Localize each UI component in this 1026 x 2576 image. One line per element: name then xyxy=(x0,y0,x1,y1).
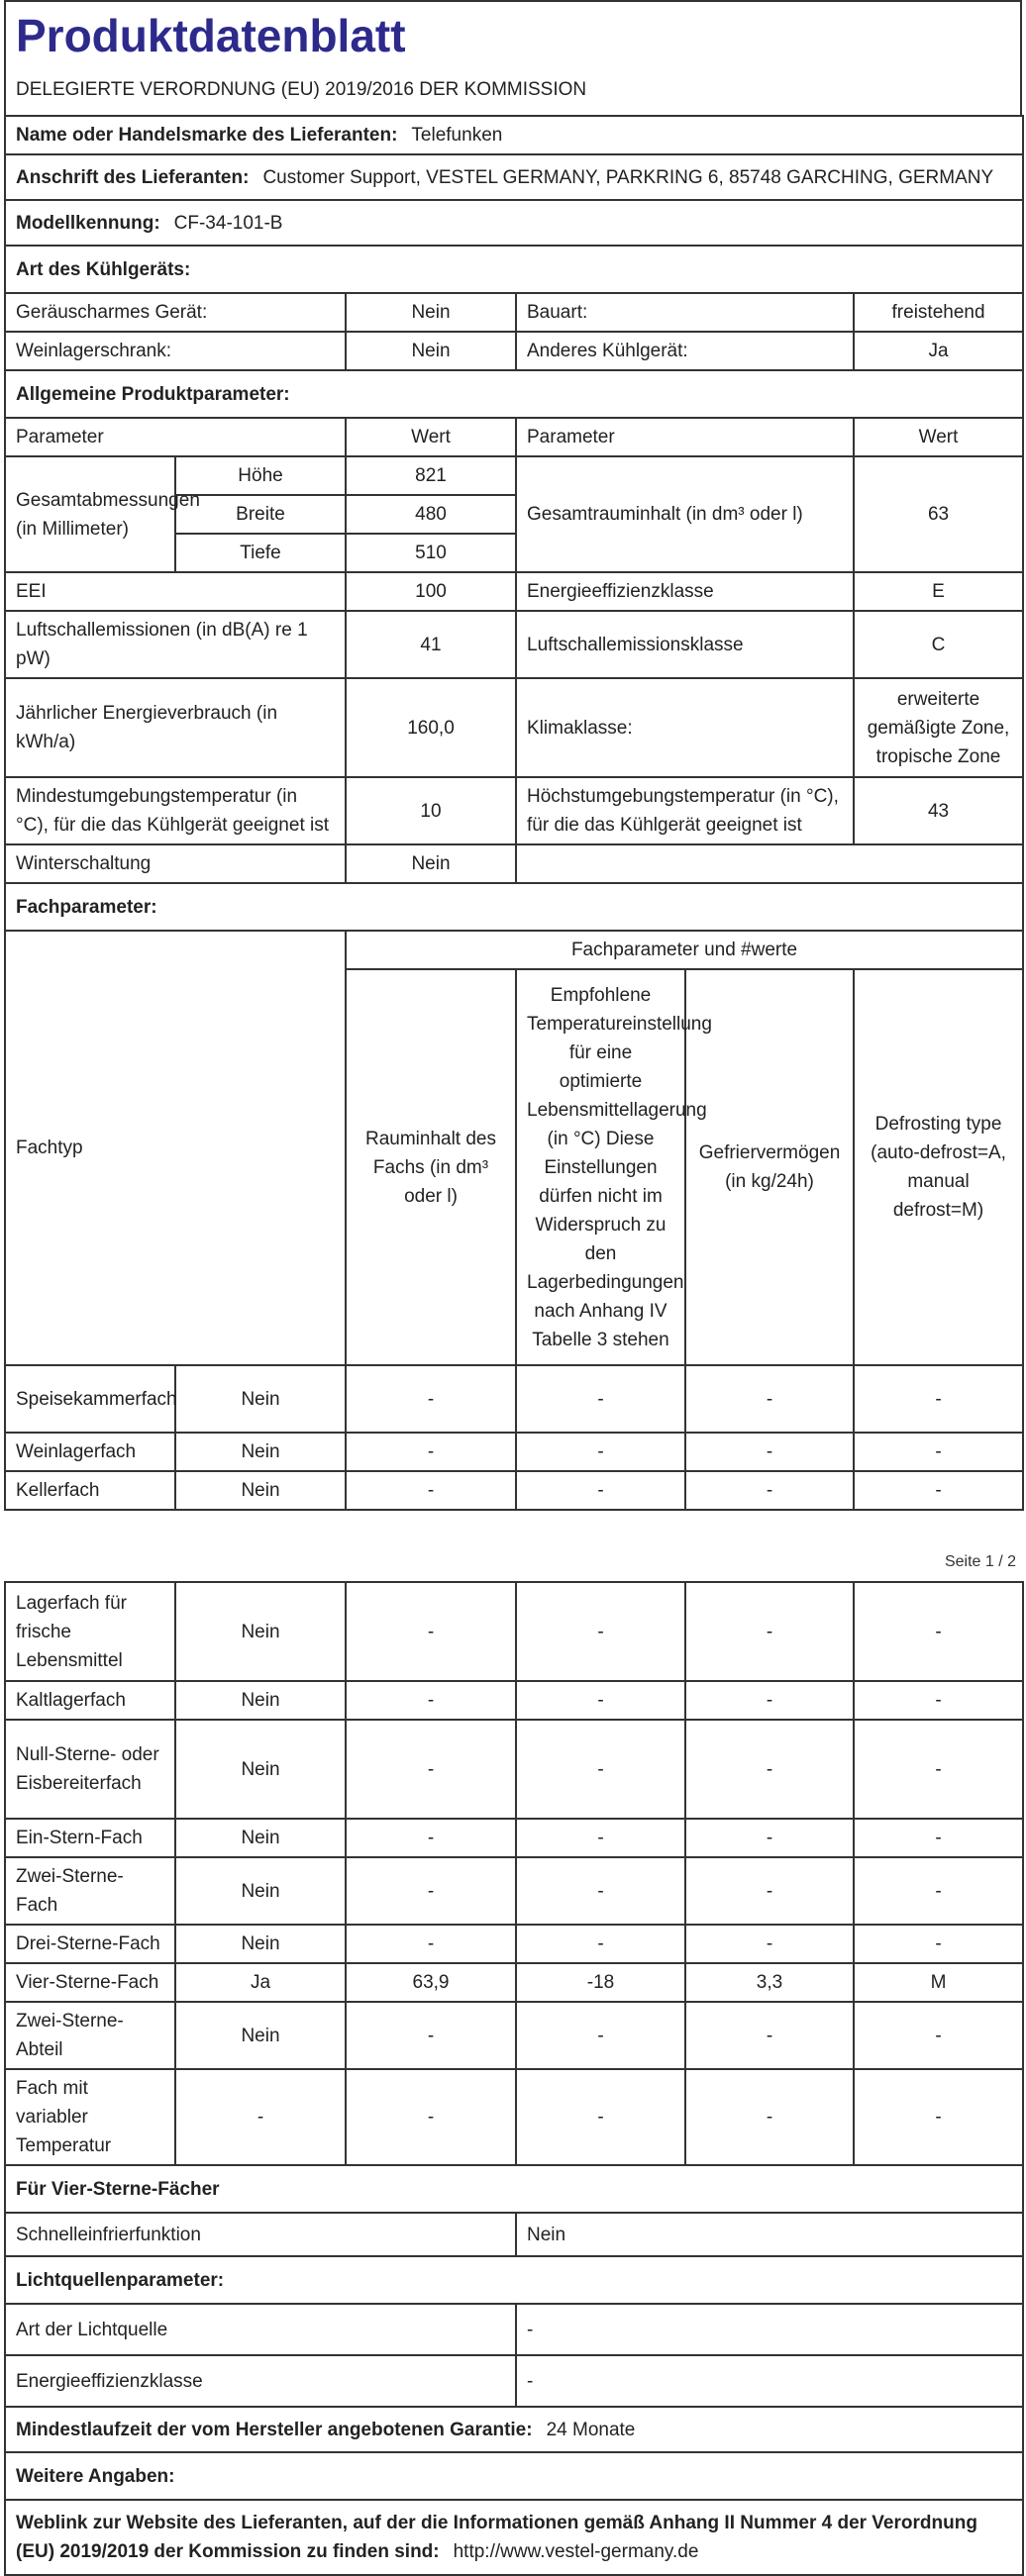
type-label: Geräuscharmes Gerät: xyxy=(5,293,346,332)
general-header-row xyxy=(5,418,1023,456)
compartment-defrost: - xyxy=(854,2002,1023,2069)
model-row xyxy=(5,200,1023,246)
compartment-row xyxy=(5,1582,1023,1681)
param-value: C xyxy=(854,611,1023,678)
compartment-present: Nein xyxy=(175,1681,346,1720)
param-value: E xyxy=(854,572,1023,611)
compartment-group-header: Fachparameter und #werte xyxy=(346,931,1023,969)
type-heading: Art des Kühlgeräts: xyxy=(5,246,1023,293)
type-label: Anderes Kühlgerät: xyxy=(516,332,854,370)
compartment-present: Nein xyxy=(175,1925,346,1963)
compartment-group-header-row xyxy=(5,931,1023,969)
page-title: Produktdatenblatt xyxy=(16,10,406,61)
four-star-heading-row xyxy=(5,2165,1023,2213)
compartment-volume: - xyxy=(346,2069,516,2165)
dimensions-row-height xyxy=(5,456,1023,495)
compartment-defrost: - xyxy=(854,1365,1023,1433)
light-heading: Lichtquellenparameter: xyxy=(5,2256,1023,2304)
dimension-label: Tiefe xyxy=(175,534,346,572)
compartment-freeze: - xyxy=(685,1681,854,1720)
compartment-defrost: - xyxy=(854,1720,1023,1819)
weblink-row xyxy=(5,2500,1023,2575)
volume-value: 63 xyxy=(854,456,1023,572)
compartment-present: Nein xyxy=(175,1433,346,1471)
model-label: Modellkennung: xyxy=(16,212,160,234)
column-header: Parameter xyxy=(516,418,854,456)
model-value: CF-34-101-B xyxy=(173,212,283,234)
compartment-freeze: - xyxy=(685,1365,854,1433)
light-value: - xyxy=(516,2355,1023,2407)
compartment-freeze: - xyxy=(685,1720,854,1819)
type-value: Nein xyxy=(346,293,516,332)
compartment-defrost: M xyxy=(854,1963,1023,2002)
compartment-defrost: - xyxy=(854,1925,1023,1963)
compartment-temp: - xyxy=(516,1720,685,1819)
compartment-row xyxy=(5,1963,1023,2002)
param-value: 160,0 xyxy=(346,678,516,777)
compartment-freeze: - xyxy=(685,2002,854,2069)
compartment-present: - xyxy=(175,2069,346,2165)
winter-row xyxy=(5,844,1023,883)
winter-label: Winterschaltung xyxy=(5,844,346,883)
compartment-defrost: - xyxy=(854,2069,1023,2165)
compartment-defrost: - xyxy=(854,1582,1023,1681)
page-number: Seite 1 / 2 xyxy=(944,1553,1016,1570)
four-star-heading: Für Vier-Sterne-Fächer xyxy=(5,2165,1023,2213)
warranty-label: Mindestlaufzeit der vom Hersteller angebotenen Garantie: xyxy=(16,2419,533,2440)
compartment-temp-header: Empfohlene Temperatureinstellung für eine optimierte Lebensmittellagerung (in °C) Diese Einstellungen dürfen nicht im Widerspruch zu den Lagerbedingungen nach Anhang IV Tabelle 3 stehen xyxy=(516,969,685,1365)
compartment-freeze: - xyxy=(685,1925,854,1963)
compartment-volume: - xyxy=(346,1857,516,1925)
compartment-row xyxy=(5,2002,1023,2069)
compartment-name: Zwei-Sterne-Fach xyxy=(5,1857,175,1925)
compartment-temp: - xyxy=(516,1681,685,1720)
page-1 xyxy=(4,0,1022,1511)
compartment-volume: - xyxy=(346,1471,516,1510)
compartment-volume: - xyxy=(346,1433,516,1471)
compartment-freeze: - xyxy=(685,1582,854,1681)
compartment-temp: - xyxy=(516,1471,685,1510)
type-value: freistehend xyxy=(854,293,1023,332)
param-label: Höchstumgebungstemperatur (in °C), für die das Kühlgerät geeignet ist xyxy=(516,777,854,844)
compartment-temp: - xyxy=(516,1582,685,1681)
param-label: EEI xyxy=(5,572,346,611)
compartment-name: Drei-Sterne-Fach xyxy=(5,1925,175,1963)
compartment-freeze: - xyxy=(685,2069,854,2165)
dimension-label: Höhe xyxy=(175,456,346,495)
compartment-defrost: - xyxy=(854,1471,1023,1510)
light-row xyxy=(5,2304,1023,2355)
param-label: Mindestumgebungstemperatur (in °C), für die das Kühlgerät geeignet ist xyxy=(5,777,346,844)
compartment-heading-row xyxy=(5,883,1023,931)
type-label: Bauart: xyxy=(516,293,854,332)
supplier-row xyxy=(5,116,1023,154)
page-subtitle: DELEGIERTE VERORDNUNG (EU) 2019/2016 DER KOMMISSION xyxy=(16,79,587,100)
general-row xyxy=(5,572,1023,611)
dimension-value: 480 xyxy=(346,495,516,534)
supplier-value: Telefunken xyxy=(411,125,503,146)
param-value: 100 xyxy=(346,572,516,611)
type-value: Nein xyxy=(346,332,516,370)
dimensions-label: Gesamtabmessungen (in Millimeter) xyxy=(5,456,175,572)
compartment-defrost: - xyxy=(854,1857,1023,1925)
additional-heading-row xyxy=(5,2452,1023,2500)
compartment-type-header: Fachtyp xyxy=(5,931,346,1365)
datasheet-table-page-1 xyxy=(4,115,1024,1511)
address-value: Customer Support, VESTEL GERMANY, PARKRING 6, 85748 GARCHING, GERMANY xyxy=(262,166,994,188)
dimension-value: 821 xyxy=(346,456,516,495)
type-label: Weinlagerschrank: xyxy=(5,332,346,370)
compartment-defrost: - xyxy=(854,1433,1023,1471)
compartment-name: Null-Sterne- oder Eisbereiterfach xyxy=(5,1720,175,1819)
compartment-volume: - xyxy=(346,1681,516,1720)
general-row xyxy=(5,777,1023,844)
compartment-volume: - xyxy=(346,1365,516,1433)
compartment-present: Nein xyxy=(175,1857,346,1925)
compartment-present: Nein xyxy=(175,2002,346,2069)
compartment-name: Lagerfach für frische Lebensmittel xyxy=(5,1582,175,1681)
address-row xyxy=(5,154,1023,200)
compartment-defrost: - xyxy=(854,1819,1023,1857)
param-value: 43 xyxy=(854,777,1023,844)
compartment-present: Nein xyxy=(175,1471,346,1510)
compartment-row xyxy=(5,1720,1023,1819)
param-label: Jährlicher Energieverbrauch (in kWh/a) xyxy=(5,678,346,777)
compartment-volume: - xyxy=(346,1720,516,1819)
compartment-volume: - xyxy=(346,1582,516,1681)
compartment-row xyxy=(5,1471,1023,1510)
light-label: Energieeffizienzklasse xyxy=(5,2355,516,2407)
dimension-label: Breite xyxy=(175,495,346,534)
param-value: 10 xyxy=(346,777,516,844)
light-row xyxy=(5,2355,1023,2407)
compartment-temp: -18 xyxy=(516,1963,685,2002)
datasheet-table-page-2 xyxy=(4,1581,1024,2576)
param-label: Luftschallemissionen (in dB(A) re 1 pW) xyxy=(5,611,346,678)
column-header: Wert xyxy=(346,418,516,456)
quick-freeze-value: Nein xyxy=(516,2213,1023,2256)
compartment-row xyxy=(5,1857,1023,1925)
compartment-name: Fach mit variabler Temperatur xyxy=(5,2069,175,2165)
warranty-value: 24 Monate xyxy=(546,2419,636,2440)
light-heading-row xyxy=(5,2256,1023,2304)
general-heading: Allgemeine Produktparameter: xyxy=(5,370,1023,418)
volume-label: Gesamtrauminhalt (in dm³ oder l) xyxy=(516,456,854,572)
additional-heading: Weitere Angaben: xyxy=(5,2452,1023,2500)
compartment-freeze: - xyxy=(685,1471,854,1510)
light-value: - xyxy=(516,2304,1023,2355)
general-row xyxy=(5,678,1023,777)
compartment-freeze: 3,3 xyxy=(685,1963,854,2002)
compartment-row xyxy=(5,1925,1023,1963)
compartment-volume: 63,9 xyxy=(346,1963,516,2002)
compartment-name: Vier-Sterne-Fach xyxy=(5,1963,175,2002)
quick-freeze-row xyxy=(5,2213,1023,2256)
general-heading-row xyxy=(5,370,1023,418)
compartment-name: Kellerfach xyxy=(5,1471,175,1510)
title-block xyxy=(4,0,1022,115)
compartment-freeze: - xyxy=(685,1857,854,1925)
compartment-volume-header: Rauminhalt des Fachs (in dm³ oder l) xyxy=(346,969,516,1365)
compartment-temp: - xyxy=(516,1365,685,1433)
winter-value: Nein xyxy=(346,844,516,883)
warranty-row xyxy=(5,2407,1023,2452)
compartment-present: Ja xyxy=(175,1963,346,2002)
compartment-temp: - xyxy=(516,1857,685,1925)
compartment-name: Weinlagerfach xyxy=(5,1433,175,1471)
param-label: Klimaklasse: xyxy=(516,678,854,777)
compartment-present: Nein xyxy=(175,1582,346,1681)
compartment-name: Kaltlagerfach xyxy=(5,1681,175,1720)
quick-freeze-label: Schnelleinfrierfunktion xyxy=(5,2213,516,2256)
param-label: Energieeffizienzklasse xyxy=(516,572,854,611)
address-label: Anschrift des Lieferanten: xyxy=(16,166,250,188)
compartment-freeze: - xyxy=(685,1433,854,1471)
param-label: Luftschallemissionsklasse xyxy=(516,611,854,678)
compartment-row xyxy=(5,1681,1023,1720)
compartment-defrost: - xyxy=(854,1681,1023,1720)
compartment-temp: - xyxy=(516,1925,685,1963)
compartment-volume: - xyxy=(346,1819,516,1857)
compartment-temp: - xyxy=(516,2069,685,2165)
compartment-name: Ein-Stern-Fach xyxy=(5,1819,175,1857)
compartment-temp: - xyxy=(516,2002,685,2069)
light-label: Art der Lichtquelle xyxy=(5,2304,516,2355)
supplier-label: Name oder Handelsmarke des Lieferanten: xyxy=(16,125,398,146)
column-header: Parameter xyxy=(5,418,346,456)
compartment-present: Nein xyxy=(175,1819,346,1857)
compartment-row xyxy=(5,2069,1023,2165)
compartment-name: Zwei-Sterne-Abteil xyxy=(5,2002,175,2069)
compartment-row xyxy=(5,1433,1023,1471)
compartment-row xyxy=(5,1819,1023,1857)
type-row-1 xyxy=(5,293,1023,332)
type-row-2 xyxy=(5,332,1023,370)
compartment-present: Nein xyxy=(175,1365,346,1433)
page-2 xyxy=(4,1581,1022,2576)
dimension-value: 510 xyxy=(346,534,516,572)
weblink-label: Weblink zur Website des Lieferanten, auf der die Informationen gemäß Anhang II Nummer 4 der Verordnung (EU) 2019/2019 der Kommission zu finden sind: xyxy=(16,2513,977,2562)
compartment-temp: - xyxy=(516,1433,685,1471)
param-value: erweiterte gemäßigte Zone, tropische Zone xyxy=(854,678,1023,777)
compartment-volume: - xyxy=(346,2002,516,2069)
compartment-temp: - xyxy=(516,1819,685,1857)
compartment-name: Speisekammerfach xyxy=(5,1365,175,1433)
compartment-defrost-header: Defrosting type (auto-defrost=A, manual defrost=M) xyxy=(854,969,1023,1365)
general-row xyxy=(5,611,1023,678)
column-header: Wert xyxy=(854,418,1023,456)
type-value: Ja xyxy=(854,332,1023,370)
compartment-volume: - xyxy=(346,1925,516,1963)
compartment-freeze: - xyxy=(685,1819,854,1857)
weblink-url[interactable]: http://www.vestel-germany.de xyxy=(453,2541,699,2562)
compartment-freeze-header: Gefriervermögen (in kg/24h) xyxy=(685,969,854,1365)
compartment-present: Nein xyxy=(175,1720,346,1819)
type-heading-row xyxy=(5,246,1023,293)
compartment-row xyxy=(5,1365,1023,1433)
compartment-heading: Fachparameter: xyxy=(5,883,1023,931)
param-value: 41 xyxy=(346,611,516,678)
